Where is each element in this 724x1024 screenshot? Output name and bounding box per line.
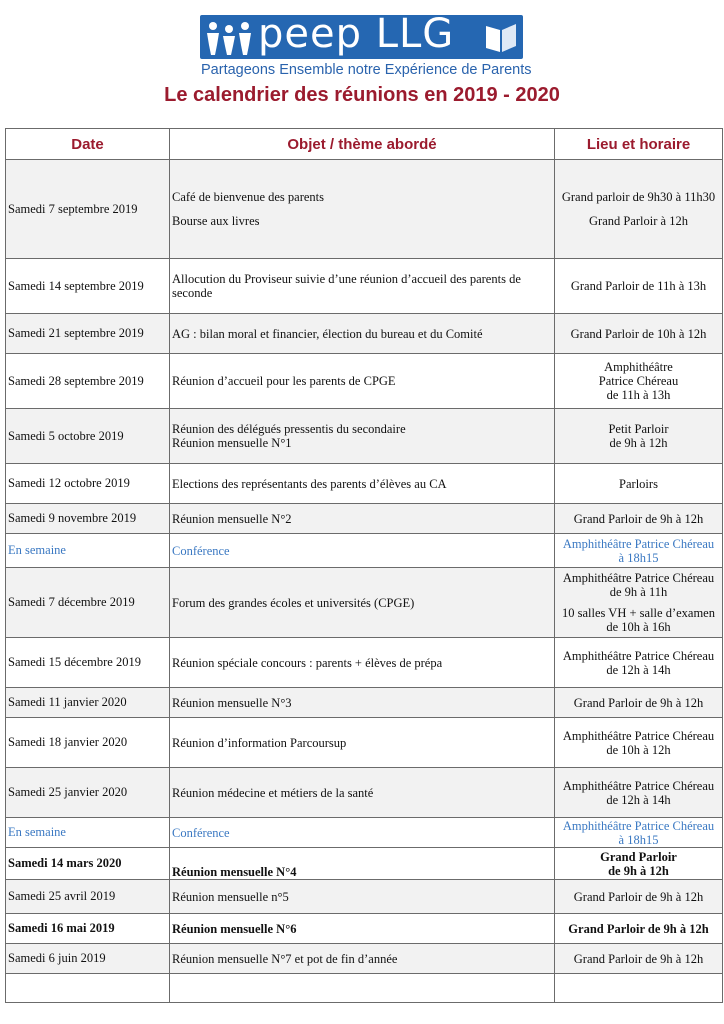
place-line: 10 salles VH + salle d’examen [562, 606, 715, 620]
date-cell: Samedi 14 mars 2020 [6, 848, 170, 880]
subject-cell: Réunion médecine et métiers de la santé [170, 768, 555, 818]
date-cell: Samedi 7 septembre 2019 [6, 160, 170, 259]
place-cell [555, 568, 723, 638]
place-line: à 18h15 [618, 550, 659, 565]
date-cell: Samedi 6 juin 2019 [6, 944, 170, 974]
empty-cell [170, 974, 555, 1003]
subject-cell: Réunion mensuelle N°7 et pot de fin d’année [170, 944, 555, 974]
place-line: à 18h15 [618, 832, 659, 847]
place-cell [555, 848, 723, 880]
subject-cell [170, 409, 555, 464]
date-cell: Samedi 25 avril 2019 [6, 880, 170, 914]
logo-tagline: Partageons Ensemble notre Expérience de Parents [201, 62, 532, 78]
place-line: Amphithéâtre Patrice Chéreau [562, 778, 715, 793]
date-cell: Samedi 12 octobre 2019 [6, 464, 170, 504]
place-line: de 9h à 12h [609, 436, 668, 450]
place-line: Grand parloir de 9h30 à 11h30 [561, 190, 716, 204]
subject-cell: Réunion mensuelle N°3 [170, 688, 555, 718]
table-row [6, 768, 723, 818]
table-header-row [6, 129, 723, 160]
place-line: Amphithéâtre Patrice Chéreau [562, 571, 715, 585]
table-row [6, 688, 723, 718]
table-row [6, 354, 723, 409]
place-line: de 10h à 16h [606, 620, 671, 634]
place-cell [555, 160, 723, 259]
subject-cell: Elections des représentants des parents d’élèves au CA [170, 464, 555, 504]
table-row [6, 160, 723, 259]
people-icon [204, 19, 254, 55]
place-cell: Grand Parloir de 9h à 12h [555, 504, 723, 534]
place-cell: Grand Parloir de 9h à 12h [555, 944, 723, 974]
table-row [6, 534, 723, 568]
place-line: Patrice Chéreau [598, 374, 679, 388]
logo-banner [200, 11, 523, 59]
subject-cell: Forum des grandes écoles et universités (CPGE) [170, 568, 555, 638]
place-cell: Grand Parloir de 9h à 12h [555, 688, 723, 718]
table-row [6, 504, 723, 534]
place-line: Amphithéâtre Patrice Chéreau [562, 536, 715, 551]
date-cell: Samedi 5 octobre 2019 [6, 409, 170, 464]
subject-line: Café de bienvenue des parents [172, 190, 325, 204]
table-row [6, 409, 723, 464]
date-cell: Samedi 28 septembre 2019 [6, 354, 170, 409]
place-line: de 9h à 12h [608, 863, 669, 878]
place-cell: Parloirs [555, 464, 723, 504]
meetings-table [5, 128, 723, 1003]
table-row [6, 718, 723, 768]
date-cell: En semaine [6, 818, 170, 848]
table-row [6, 880, 723, 914]
place-cell [555, 534, 723, 568]
place-line: de 12h à 14h [606, 662, 671, 677]
place-cell [555, 409, 723, 464]
header-subject: Objet / thème abordé [170, 129, 555, 160]
subject-cell: Réunion d’information Parcoursup [170, 718, 555, 768]
place-cell [555, 638, 723, 688]
table-row [6, 314, 723, 354]
table-row [6, 848, 723, 880]
place-line: Amphithéâtre Patrice Chéreau [562, 648, 715, 663]
subject-cell: Réunion mensuelle N°4 [170, 848, 555, 880]
place-line: de 11h à 13h [606, 388, 671, 402]
subject-cell: Réunion mensuelle N°2 [170, 504, 555, 534]
date-cell: En semaine [6, 534, 170, 568]
header-date: Date [6, 129, 170, 160]
subject-cell: Conférence [170, 818, 555, 848]
place-cell: Grand Parloir de 11h à 13h [555, 259, 723, 314]
table-row [6, 944, 723, 974]
subject-cell: Conférence [170, 534, 555, 568]
table-row [6, 259, 723, 314]
place-cell: Grand Parloir de 9h à 12h [555, 880, 723, 914]
date-cell: Samedi 21 septembre 2019 [6, 314, 170, 354]
header-place: Lieu et horaire [555, 129, 723, 160]
place-line: de 10h à 12h [606, 742, 671, 757]
subject-cell: Réunion mensuelle n°5 [170, 880, 555, 914]
place-line: Amphithéâtre Patrice Chéreau [562, 818, 715, 833]
date-cell: Samedi 16 mai 2019 [6, 914, 170, 944]
date-cell: Samedi 18 janvier 2020 [6, 718, 170, 768]
date-cell: Samedi 14 septembre 2019 [6, 259, 170, 314]
book-icon [483, 20, 519, 54]
subject-line: Réunion des délégués pressentis du secondaire [172, 422, 406, 436]
subject-cell [170, 160, 555, 259]
empty-cell [6, 974, 170, 1003]
empty-cell [555, 974, 723, 1003]
table-row [6, 818, 723, 848]
place-line: Petit Parloir [608, 422, 669, 436]
date-cell: Samedi 9 novembre 2019 [6, 504, 170, 534]
place-line: de 9h à 11h [609, 585, 668, 599]
subject-line: Réunion mensuelle N°1 [172, 436, 292, 450]
place-line: Grand Parloir [600, 849, 677, 864]
table-row [6, 568, 723, 638]
place-line: de 12h à 14h [606, 792, 671, 807]
place-cell: Grand Parloir de 9h à 12h [555, 914, 723, 944]
date-cell: Samedi 25 janvier 2020 [6, 768, 170, 818]
date-cell: Samedi 11 janvier 2020 [6, 688, 170, 718]
logo-text: peep LLG [258, 11, 455, 57]
table-row [6, 464, 723, 504]
table-row [6, 638, 723, 688]
place-line: Amphithéâtre [604, 360, 673, 374]
place-cell [555, 718, 723, 768]
page-title: Le calendrier des réunions en 2019 - 2020 [164, 84, 560, 106]
place-line: Grand Parloir à 12h [589, 214, 688, 228]
subject-cell: AG : bilan moral et financier, élection du bureau et du Comité [170, 314, 555, 354]
subject-cell: Réunion mensuelle N°6 [170, 914, 555, 944]
place-cell [555, 354, 723, 409]
date-cell: Samedi 7 décembre 2019 [6, 568, 170, 638]
table-row-empty [6, 974, 723, 1003]
place-cell [555, 768, 723, 818]
table-row [6, 914, 723, 944]
subject-cell: Allocution du Proviseur suivie d’une réunion d’accueil des parents de seconde [170, 259, 555, 314]
peep-logo [200, 11, 532, 81]
place-cell: Grand Parloir de 10h à 12h [555, 314, 723, 354]
subject-line: Bourse aux livres [172, 214, 260, 228]
place-line: Amphithéâtre Patrice Chéreau [562, 728, 715, 743]
subject-cell: Réunion spéciale concours : parents + élèves de prépa [170, 638, 555, 688]
date-cell: Samedi 15 décembre 2019 [6, 638, 170, 688]
place-cell [555, 818, 723, 848]
subject-cell: Réunion d’accueil pour les parents de CPGE [170, 354, 555, 409]
